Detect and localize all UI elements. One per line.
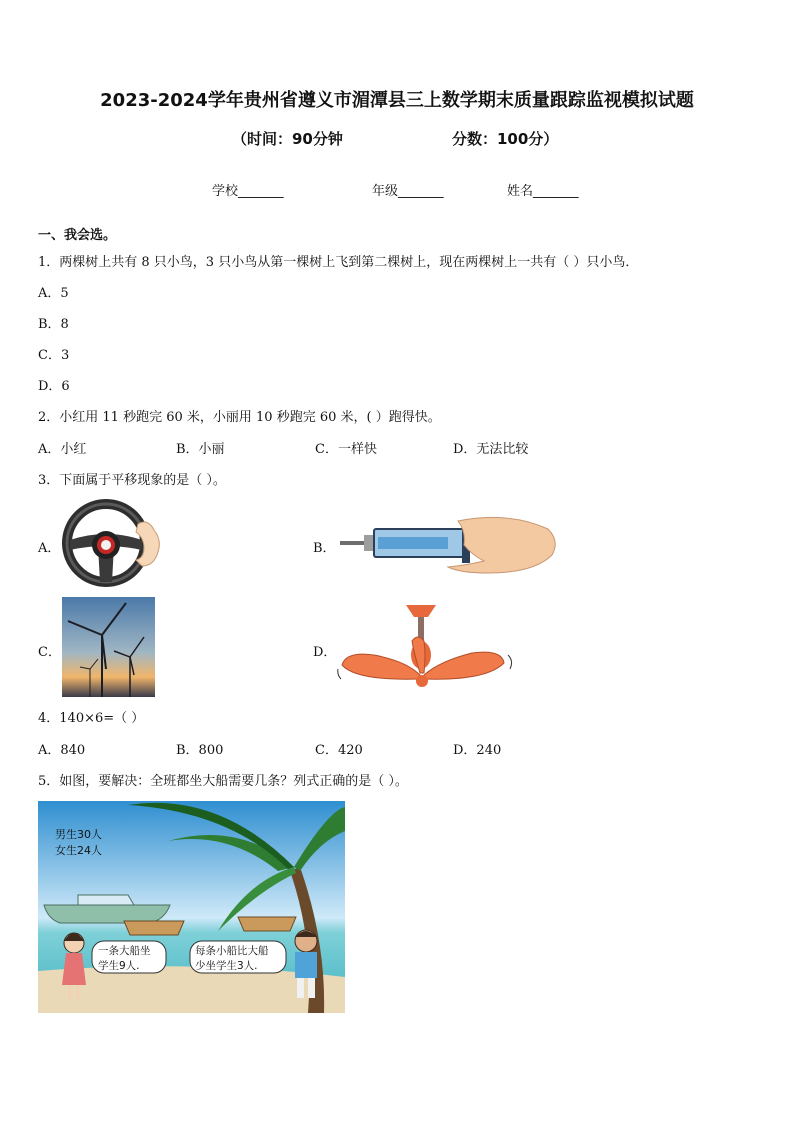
name-field: 姓名_______ — [507, 184, 579, 199]
q3-label-c: C． — [38, 645, 61, 660]
page-title: 2023-2024学年贵州省遵义市湄潭县三上数学期末质量跟踪监视模拟试题 — [100, 90, 694, 111]
question-1-stem: 1．两棵树上共有 8 只小鸟，3 只小鸟从第一棵树上飞到第二棵树上，现在两棵树上一共有（ ）只小鸟． — [38, 255, 639, 270]
q2-option-d: D．无法比较 — [453, 442, 529, 457]
girls-count-label: 女生24人 — [55, 844, 102, 857]
q2-option-c: C．一样快 — [315, 442, 377, 457]
q3-label-a: A． — [38, 541, 61, 556]
q2-option-a: A．小红 — [38, 442, 87, 457]
wind-turbine-image — [62, 597, 155, 697]
exam-time: （时间：90分钟 — [232, 130, 343, 148]
question-5-stem: 5．如图，要解决：全班都坐大船需要几条？列式正确的是（ ）。 — [38, 774, 408, 789]
q2-option-b: B．小丽 — [176, 442, 225, 457]
left-bubble-line2: 学生9人. — [98, 960, 140, 972]
boys-count-label: 男生30人 — [55, 828, 102, 841]
q4-option-d: D．240 — [453, 743, 502, 758]
q1-option-c: C．3 — [38, 348, 70, 363]
q4-option-c: C．420 — [315, 743, 363, 758]
section-title: 一、我会选。 — [38, 228, 117, 243]
left-bubble-line1: 一条大船坐 — [98, 945, 151, 957]
q3-label-d: D． — [313, 645, 337, 660]
q4-option-a: A．840 — [38, 743, 86, 758]
question-2-stem: 2．小红用 11 秒跑完 60 米，小丽用 10 秒跑完 60 米，( ）跑得快。 — [38, 410, 441, 425]
right-bubble-line2: 少坐学生3人. — [195, 960, 258, 972]
q1-option-a: A．5 — [38, 286, 69, 301]
exam-score: 分数：100分） — [452, 130, 559, 148]
question-4-stem: 4．140×6=（ ） — [38, 711, 145, 726]
beach-scene-image — [38, 801, 345, 1013]
ceiling-fan-image — [336, 603, 522, 691]
school-field: 学校_______ — [212, 184, 284, 199]
q3-label-b: B． — [313, 541, 336, 556]
grade-field: 年级_______ — [372, 184, 444, 199]
question-3-stem: 3．下面属于平移现象的是（ ）。 — [38, 473, 226, 488]
syringe-image — [338, 515, 560, 577]
q1-option-b: B．8 — [38, 317, 69, 332]
steering-wheel-image — [62, 498, 166, 588]
q4-option-b: B．800 — [176, 743, 224, 758]
q1-option-d: D．6 — [38, 379, 70, 394]
right-bubble-line1: 每条小船比大船 — [195, 945, 269, 957]
